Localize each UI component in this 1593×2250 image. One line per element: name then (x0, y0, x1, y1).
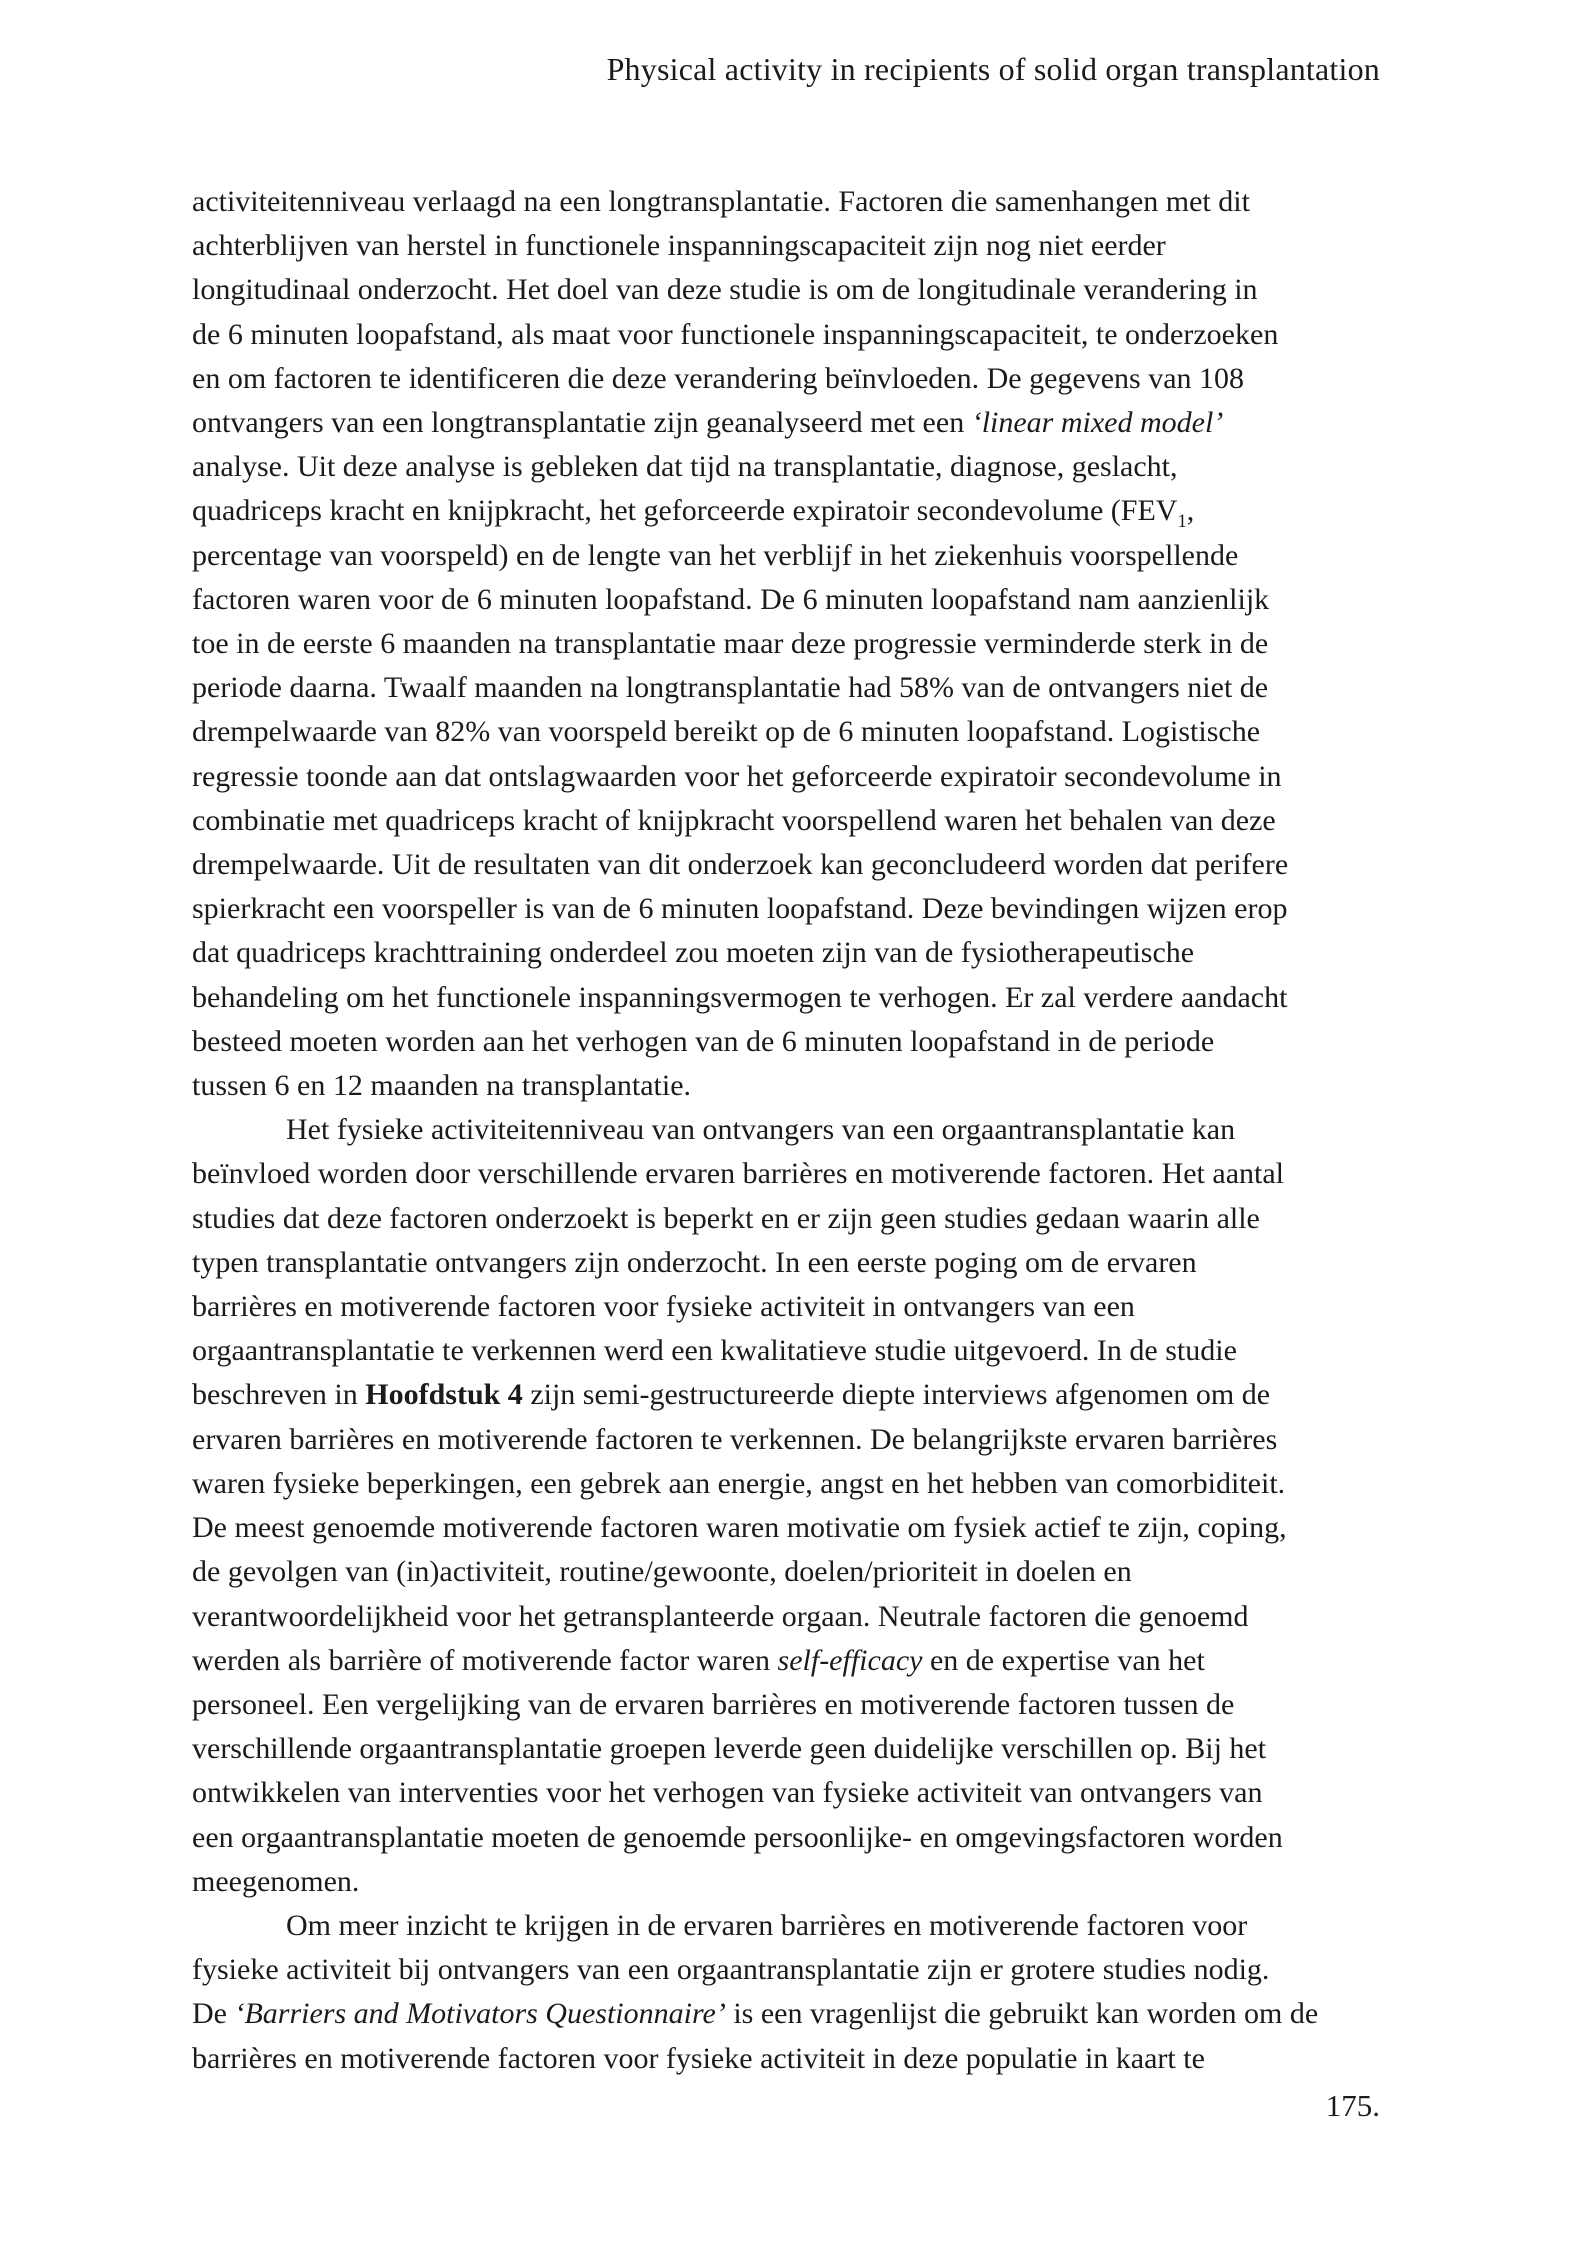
text-line (192, 931, 1432, 975)
text-line (192, 1020, 1432, 1064)
text-segment: Om meer inzicht te krijgen in de ervaren barrières en motiverende factoren voor (286, 1908, 1248, 1942)
italic-text: ‘linear mixed model’ (971, 406, 1224, 440)
text-line (192, 1948, 1432, 1992)
text-line (192, 1285, 1432, 1329)
text-segment: verantwoordelijkheid voor het getransplanteerde orgaan. Neutrale factoren die genoemd (192, 1599, 1249, 1633)
text-segment: zijn semi-gestructureerde diepte interviews afgenomen om de (522, 1378, 1271, 1412)
text-line (192, 1860, 1432, 1904)
text-segment: fysieke activiteit bij ontvangers van een orgaantransplantatie zijn er grotere studies nodig. (192, 1953, 1270, 1987)
text-segment: spierkracht een voorspeller is van de 6 minuten loopafstand. Deze bevindingen wijzen erop (192, 892, 1288, 926)
text-segment: studies dat deze factoren onderzoekt is beperkt en er zijn geen studies gedaan waarin alle (192, 1201, 1260, 1235)
text-segment: , (1186, 494, 1195, 528)
text-line (192, 1595, 1432, 1639)
text-line (192, 180, 1432, 224)
text-line (192, 1462, 1432, 1506)
text-line (192, 1904, 1432, 1948)
text-line (192, 1329, 1432, 1373)
text-line (192, 1373, 1432, 1417)
text-segment: percentage van voorspeld) en de lengte van het verblijf in het ziekenhuis voorspellende (192, 538, 1239, 572)
text-segment: drempelwaarde van 82% van voorspeld bereikt op de 6 minuten loopafstand. Logistische (192, 715, 1261, 749)
text-segment: toe in de eerste 6 maanden na transplantatie maar deze progressie verminderde sterk in de (192, 627, 1269, 661)
text-line (192, 1108, 1432, 1152)
text-segment: drempelwaarde. Uit de resultaten van dit onderzoek kan geconcludeerd worden dat perifere (192, 848, 1289, 882)
text-segment: De (192, 1997, 235, 2031)
text-segment: barrières en motiverende factoren voor fysieke activiteit in ontvangers van een (192, 1290, 1135, 1324)
text-line (192, 1241, 1432, 1285)
text-line (192, 489, 1432, 533)
text-line (192, 622, 1432, 666)
text-line (192, 710, 1432, 754)
text-segment: longitudinaal onderzocht. Het doel van deze studie is om de longitudinale verandering in (192, 273, 1258, 307)
text-line (192, 534, 1432, 578)
text-segment: besteed moeten worden aan het verhogen van de 6 minuten loopafstand in de periode (192, 1024, 1215, 1058)
text-line (192, 887, 1432, 931)
text-segment: periode daarna. Twaalf maanden na longtransplantatie had 58% van de ontvangers niet de (192, 671, 1269, 705)
text-segment: meegenomen. (192, 1864, 360, 1898)
text-line (192, 445, 1432, 489)
text-segment: is een vragenlijst die gebruikt kan worden om de (725, 1997, 1319, 2031)
text-segment: waren fysieke beperkingen, een gebrek aan energie, angst en het hebben van comorbiditeit. (192, 1466, 1286, 1500)
text-segment: beschreven in (192, 1378, 366, 1412)
text-line (192, 1816, 1432, 1860)
text-segment: barrières en motiverende factoren voor fysieke activiteit in deze populatie in kaart te (192, 2041, 1205, 2075)
text-line (192, 1197, 1432, 1241)
text-segment: activiteitenniveau verlaagd na een longtransplantatie. Factoren die samenhangen met dit (192, 185, 1250, 218)
page-header: Physical activity in recipients of solid organ transplantation (606, 51, 1380, 87)
body-text (192, 180, 1432, 2081)
text-segment: beïnvloed worden door verschillende ervaren barrières en motiverende factoren. Het aantal (192, 1157, 1284, 1191)
text-segment: analyse. Uit deze analyse is gebleken dat tijd na transplantatie, diagnose, geslacht, (192, 450, 1178, 484)
bold-text: Hoofdstuk 4 (365, 1378, 523, 1412)
text-line (192, 401, 1432, 445)
text-segment: De meest genoemde motiverende factoren waren motivatie om fysiek actief te zijn, coping, (192, 1511, 1287, 1545)
text-line (192, 1064, 1432, 1108)
text-segment: en de expertise van het (922, 1643, 1205, 1677)
text-line (192, 2037, 1432, 2081)
text-line (192, 1639, 1432, 1683)
text-segment: regressie toonde aan dat ontslagwaarden voor het geforceerde expiratoir secondevolume in (192, 759, 1282, 793)
subscript-text: 1 (1177, 511, 1187, 533)
text-segment: ontvangers van een longtransplantatie zijn geanalyseerd met een (192, 406, 972, 440)
text-segment: typen transplantatie ontvangers zijn onderzocht. In een eerste poging om de ervaren (192, 1245, 1197, 1279)
text-segment: factoren waren voor de 6 minuten loopafstand. De 6 minuten loopafstand nam aanzienlijk (192, 582, 1270, 616)
text-segment: behandeling om het functionele inspanningsvermogen te verhogen. Er zal verdere aandacht (192, 980, 1288, 1014)
text-segment: verschillende orgaantransplantatie groepen leverde geen duidelijke verschillen op. Bij het (192, 1732, 1267, 1766)
text-line (192, 313, 1432, 357)
text-segment: tussen 6 en 12 maanden na transplantatie. (192, 1069, 692, 1103)
text-segment: quadriceps kracht en knijpkracht, het geforceerde expiratoir secondevolume (FEV (192, 494, 1178, 528)
text-line (192, 1152, 1432, 1196)
text-line (192, 357, 1432, 401)
page-number: 175. (1325, 2088, 1380, 2123)
text-segment: werden als barrière of motiverende factor waren (192, 1643, 778, 1677)
text-line (192, 268, 1432, 312)
text-segment: achterblijven van herstel in functionele inspanningscapaciteit zijn nog niet eerder (192, 229, 1166, 263)
text-line (192, 799, 1432, 843)
text-line (192, 755, 1432, 799)
text-line (192, 1506, 1432, 1550)
text-segment: de 6 minuten loopafstand, als maat voor functionele inspanningscapaciteit, te onderzoeken (192, 317, 1279, 351)
italic-text: self-efficacy (777, 1643, 923, 1677)
text-line (192, 1550, 1432, 1594)
text-segment: dat quadriceps krachttraining onderdeel zou moeten zijn van de fysiotherapeutische (192, 936, 1195, 970)
text-line (192, 224, 1432, 268)
text-segment: orgaantransplantatie te verkennen werd een kwalitatieve studie uitgevoerd. In de studie (192, 1334, 1237, 1368)
text-line (192, 1992, 1432, 2036)
italic-text: ‘Barriers and Motivators Questionnaire’ (234, 1997, 726, 2031)
text-line (192, 1727, 1432, 1771)
text-segment: Het fysieke activiteitenniveau van ontvangers van een orgaantransplantatie kan (286, 1113, 1236, 1147)
text-line (192, 578, 1432, 622)
text-line (192, 1418, 1432, 1462)
text-line (192, 1683, 1432, 1727)
text-line (192, 1771, 1432, 1815)
text-segment: ontwikkelen van interventies voor het verhogen van fysieke activiteit van ontvangers van (192, 1776, 1263, 1810)
text-line (192, 666, 1432, 710)
text-segment: de gevolgen van (in)activiteit, routine/gewoonte, doelen/prioriteit in doelen en (192, 1555, 1132, 1589)
text-segment: en om factoren te identificeren die deze verandering beïnvloeden. De gegevens van 108 (192, 361, 1245, 395)
text-segment: personeel. Een vergelijking van de ervaren barrières en motiverende factoren tussen de (192, 1687, 1235, 1721)
text-segment: combinatie met quadriceps kracht of knijpkracht voorspellend waren het behalen van deze (192, 803, 1276, 837)
text-segment: ervaren barrières en motiverende factoren te verkennen. De belangrijkste ervaren barrières (192, 1422, 1278, 1456)
text-line (192, 843, 1432, 887)
text-line (192, 976, 1432, 1020)
text-segment: een orgaantransplantatie moeten de genoemde persoonlijke- en omgevingsfactoren worden (192, 1820, 1283, 1854)
